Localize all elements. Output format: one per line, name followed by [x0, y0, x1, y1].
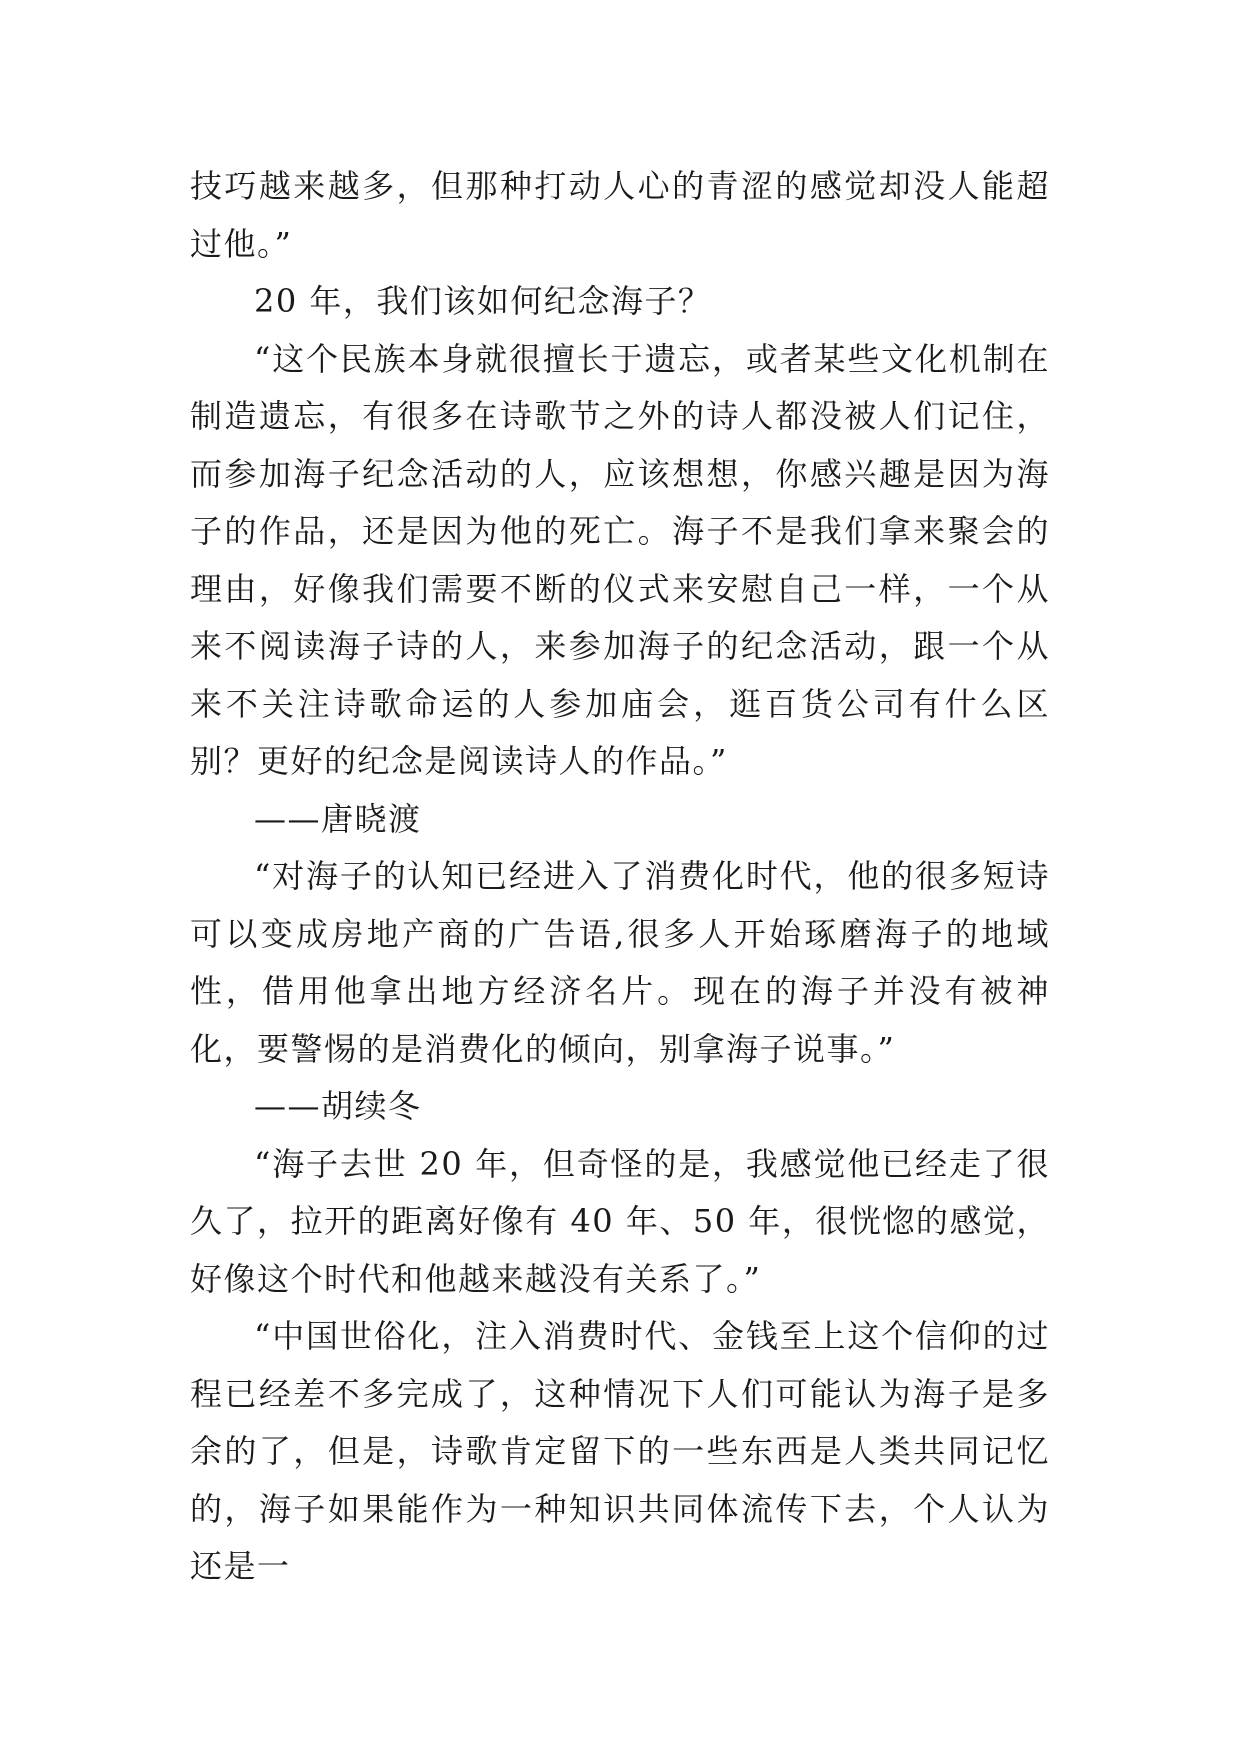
paragraph-1: 技巧越来越多，但那种打动人心的青涩的感觉却没人能超过他。” [190, 167, 1050, 263]
quote-paragraph-2: “对海子的认知已经进入了消费化时代，他的很多短诗可以变成房地产商的广告语,很多人开始琢磨海子的地域性，借用他拿出地方经济名片。现在的海子并没有被神化，要警惕的是消费化的倾向，别拿海子说事。” [190, 857, 1050, 1068]
attribution-1: ——唐晓渡 [254, 799, 422, 838]
quote-paragraph-3: “海子去世 20 年，但奇怪的是，我感觉他已经走了很久了，拉开的距离好像有 40 年、50 年，很恍惚的感觉，好像这个时代和他越来越没有关系了。” [190, 1144, 1050, 1298]
document-body [190, 158, 1050, 1596]
paragraph-2: 20 年，我们该如何纪念海子？ [254, 282, 712, 320]
attribution-2: ——胡续冬 [254, 1087, 422, 1125]
quote-paragraph-1: “这个民族本身就很擅长于遗忘，或者某些文化机制在制造遗忘，有很多在诗歌节之外的诗人都没被人们记住，而参加海子纪念活动的人，应该想想，你感兴趣是因为海子的作品，还是因为他的死亡。海子不是我们拿来聚会的理由，好像我们需要不断的仪式来安慰自己一样，一个从来不阅读海子诗的人，来参加海子的纪念活动，跟一个从来不关注诗歌命运的人参加庙会，逛百货公司有什么区别？更好的纪念是阅读诗人的作品。” [190, 339, 1050, 780]
quote-paragraph-4: “中国世俗化，注入消费时代、金钱至上这个信仰的过程已经差不多完成了，这种情况下人们可能认为海子是多余的了，但是，诗歌肯定留下的一些东西是人类共同记忆的，海子如果能作为一种知识共同体流传下去，个人认为还是一 [190, 1317, 1050, 1585]
